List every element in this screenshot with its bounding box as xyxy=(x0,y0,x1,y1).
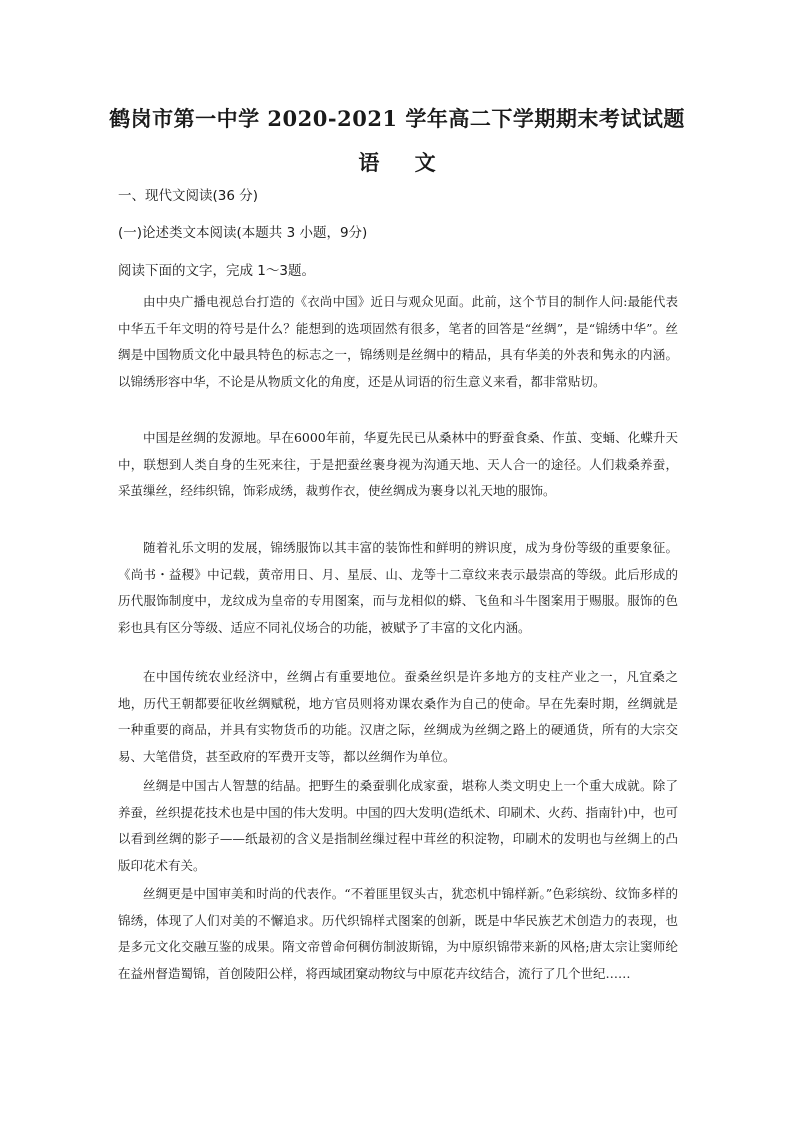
reading-instruction: 阅读下面的文字，完成 1～3题。 xyxy=(118,263,315,279)
paragraph-2: 中国是丝绸的发源地。早在6000年前，华夏先民已从桑林中的野蚕食桑、作茧、变蛹、化蝶升天中，联想到人类自身的生死来往，于是把蚕丝裹身视为沟通天地、天人合一的途径。人们栽桑养蚕，采茧缫丝，经纬织锦，饰彩成绣，裁剪作衣，使丝绸成为裹身以礼天地的服饰。 xyxy=(118,430,678,498)
paragraph-6: 丝绸更是中国审美和时尚的代表作。“不着匪里钗头古，犹恋机中锦样新。”色彩缤纷、纹饰多样的锦绣，体现了人们对美的不懈追求。历代织锦样式图案的创新，既是中华民族艺术创造力的表现，也是多元文化交融互鉴的成果。隋文帝曾命何稠仿制波斯锦，为中原织锦带来新的风格;唐太宗让窦师纶在益州督造蜀锦，首创陵阳公样，将西域团窠动物纹与中原花卉纹结合，流行了几个世纪…… xyxy=(118,886,678,981)
section-heading: 一、现代文阅读(36 分) xyxy=(118,188,259,204)
paragraph-3: 随着礼乐文明的发展，锦绣服饰以其丰富的装饰性和鲜明的辨识度，成为身份等级的重要象征。《尚书・益稷》中记载，黄帝用日、月、星辰、山、龙等十二章纹来表示最崇高的等级。此后形成的历代服饰制度中，龙纹成为皇帝的专用图案，而与龙相似的蟒、飞鱼和斗牛图案用于赐服。服饰的色彩也具有区分等级、适应不同礼仪场合的功能，被赋予了丰富的文化内涵。 xyxy=(118,540,678,635)
paragraph-5: 丝绸是中国古人智慧的结晶。把野生的桑蚕驯化成家蚕，堪称人类文明史上一个重大成就。除了养蚕，丝织提花技术也是中国的伟大发明。中国的四大发明(造纸术、印刷术、火药、指南针)中，也可以看到丝绸的影子——纸最初的含义是指制丝缫过程中茸丝的积淀物，印刷术的发明也与丝绸上的凸版印花术有关。 xyxy=(118,778,678,873)
document-title: 鹤岗市第一中学 2020-2021 学年高二下学期期末考试试题 xyxy=(109,106,685,131)
subject-title: 语 文 xyxy=(358,150,436,175)
subsection-heading: (一)论述类文本阅读(本题共 3 小题，9分) xyxy=(118,225,368,241)
paragraph-4: 在中国传统农业经济中，丝绸占有重要地位。蚕桑丝织是许多地方的支柱产业之一，凡宜桑之地，历代王朝都要征收丝绸赋税，地方官员则将劝课农桑作为自己的使命。早在先秦时期，丝绸就是一种重要的商品，并具有实物货币的功能。汉唐之际，丝绸成为丝绸之路上的硬通货，所有的大宗交易、大笔借贷，甚至政府的军费开支等，都以丝绸作为单位。 xyxy=(118,669,678,764)
paragraph-1: 由中央广播电视总台打造的《衣尚中国》近日与观众见面。此前，这个节目的制作人问:最能代表中华五千年文明的符号是什么？能想到的选项固然有很多，笔者的回答是“丝绸”，是“锦绣中华”。丝绸是中国物质文化中最具特色的标志之一，锦绣则是丝绸中的精品，具有华美的外表和隽永的内涵。以锦绣形容中华，不论是从物质文化的角度，还是从词语的衍生意义来看，都非常贴切。 xyxy=(118,294,678,389)
